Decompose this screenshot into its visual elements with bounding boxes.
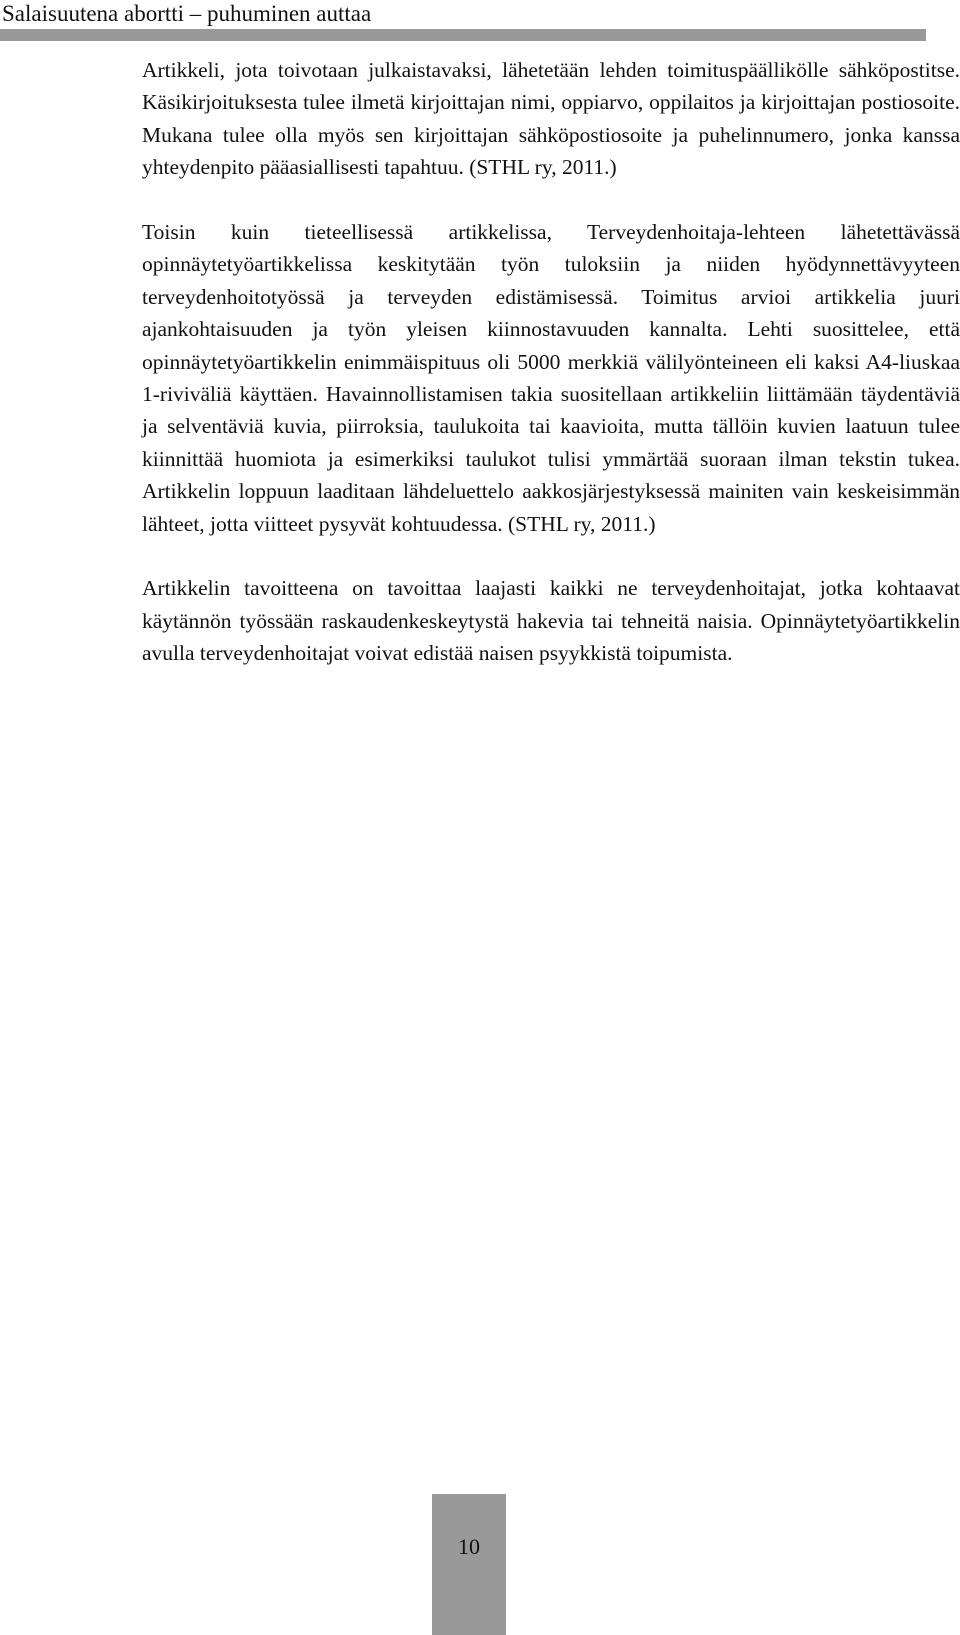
paragraph-article-goal: Artikkelin tavoitteena on tavoittaa laajasti kaikki ne terveydenhoitajat, jotka kohtaavat käytännön työssään raskaudenkeskeytystä hakevia tai tehneitä naisia. Opinnäytetyöartikkelin avulla terveydenhoitajat voivat edistää naisen psyykkistä toipumista. <box>142 576 960 666</box>
document-body <box>142 54 960 670</box>
paragraph-submission: Artikkeli, jota toivotaan julkaistavaksi, lähetetään lehden toimituspäällikölle sähköpostitse. Käsikirjoituksesta tulee ilmetä kirjoittajan nimi, oppiarvo, oppilaitos ja kirjoittajan postiosoite. Mukana tulee olla myös sen kirjoittajan sähköpostiosoite ja puhelinnumero, jonka kanssa yhteydenpito pääasiallisesti tapahtuu. (STHL ry, 2011.) <box>142 58 960 180</box>
header-rule <box>0 29 926 41</box>
paragraph-article-content: Toisin kuin tieteellisessä artikkelissa, Terveydenhoitaja-lehteen lähetettävässä opinnäytetyöartikkelissa keskitytään työn tuloksiin ja niiden hyödynnettävyyteen terveydenhoitotyössä ja terveyden edistämisessä. Toimitus arvioi artikkelia juuri ajankohtaisuuden ja työn yleisen kiinnostavuuden kannalta. Lehti suosittelee, että opinnäytetyöartikkelin enimmäispituus oli 5000 merkkiä välilyönteineen eli kaksi A4-liuskaa 1-riviväliä käyttäen. Havainnollistamisen takia suositellaan artikkeliin liittämään täydentäviä ja selventäviä kuvia, piirroksia, taulukoita tai kaavioita, mutta tällöin kuvien laatuun tulee kiinnittää huomiota ja esimerkiksi taulukot tulisi ymmärtää suoraan ilman tekstin tukea. Artikkelin loppuun laaditaan lähdeluettelo aakkosjärjestyksessä mainiten vain keskeisimmän lähteet, jotta viitteet pysyvät kohtuudessa. (STHL ry, 2011.) <box>142 220 960 536</box>
running-header-title: Salaisuutena abortti – puhuminen auttaa <box>2 1 372 26</box>
page-number-box <box>432 1494 506 1635</box>
page-number: 10 <box>458 1534 480 1559</box>
